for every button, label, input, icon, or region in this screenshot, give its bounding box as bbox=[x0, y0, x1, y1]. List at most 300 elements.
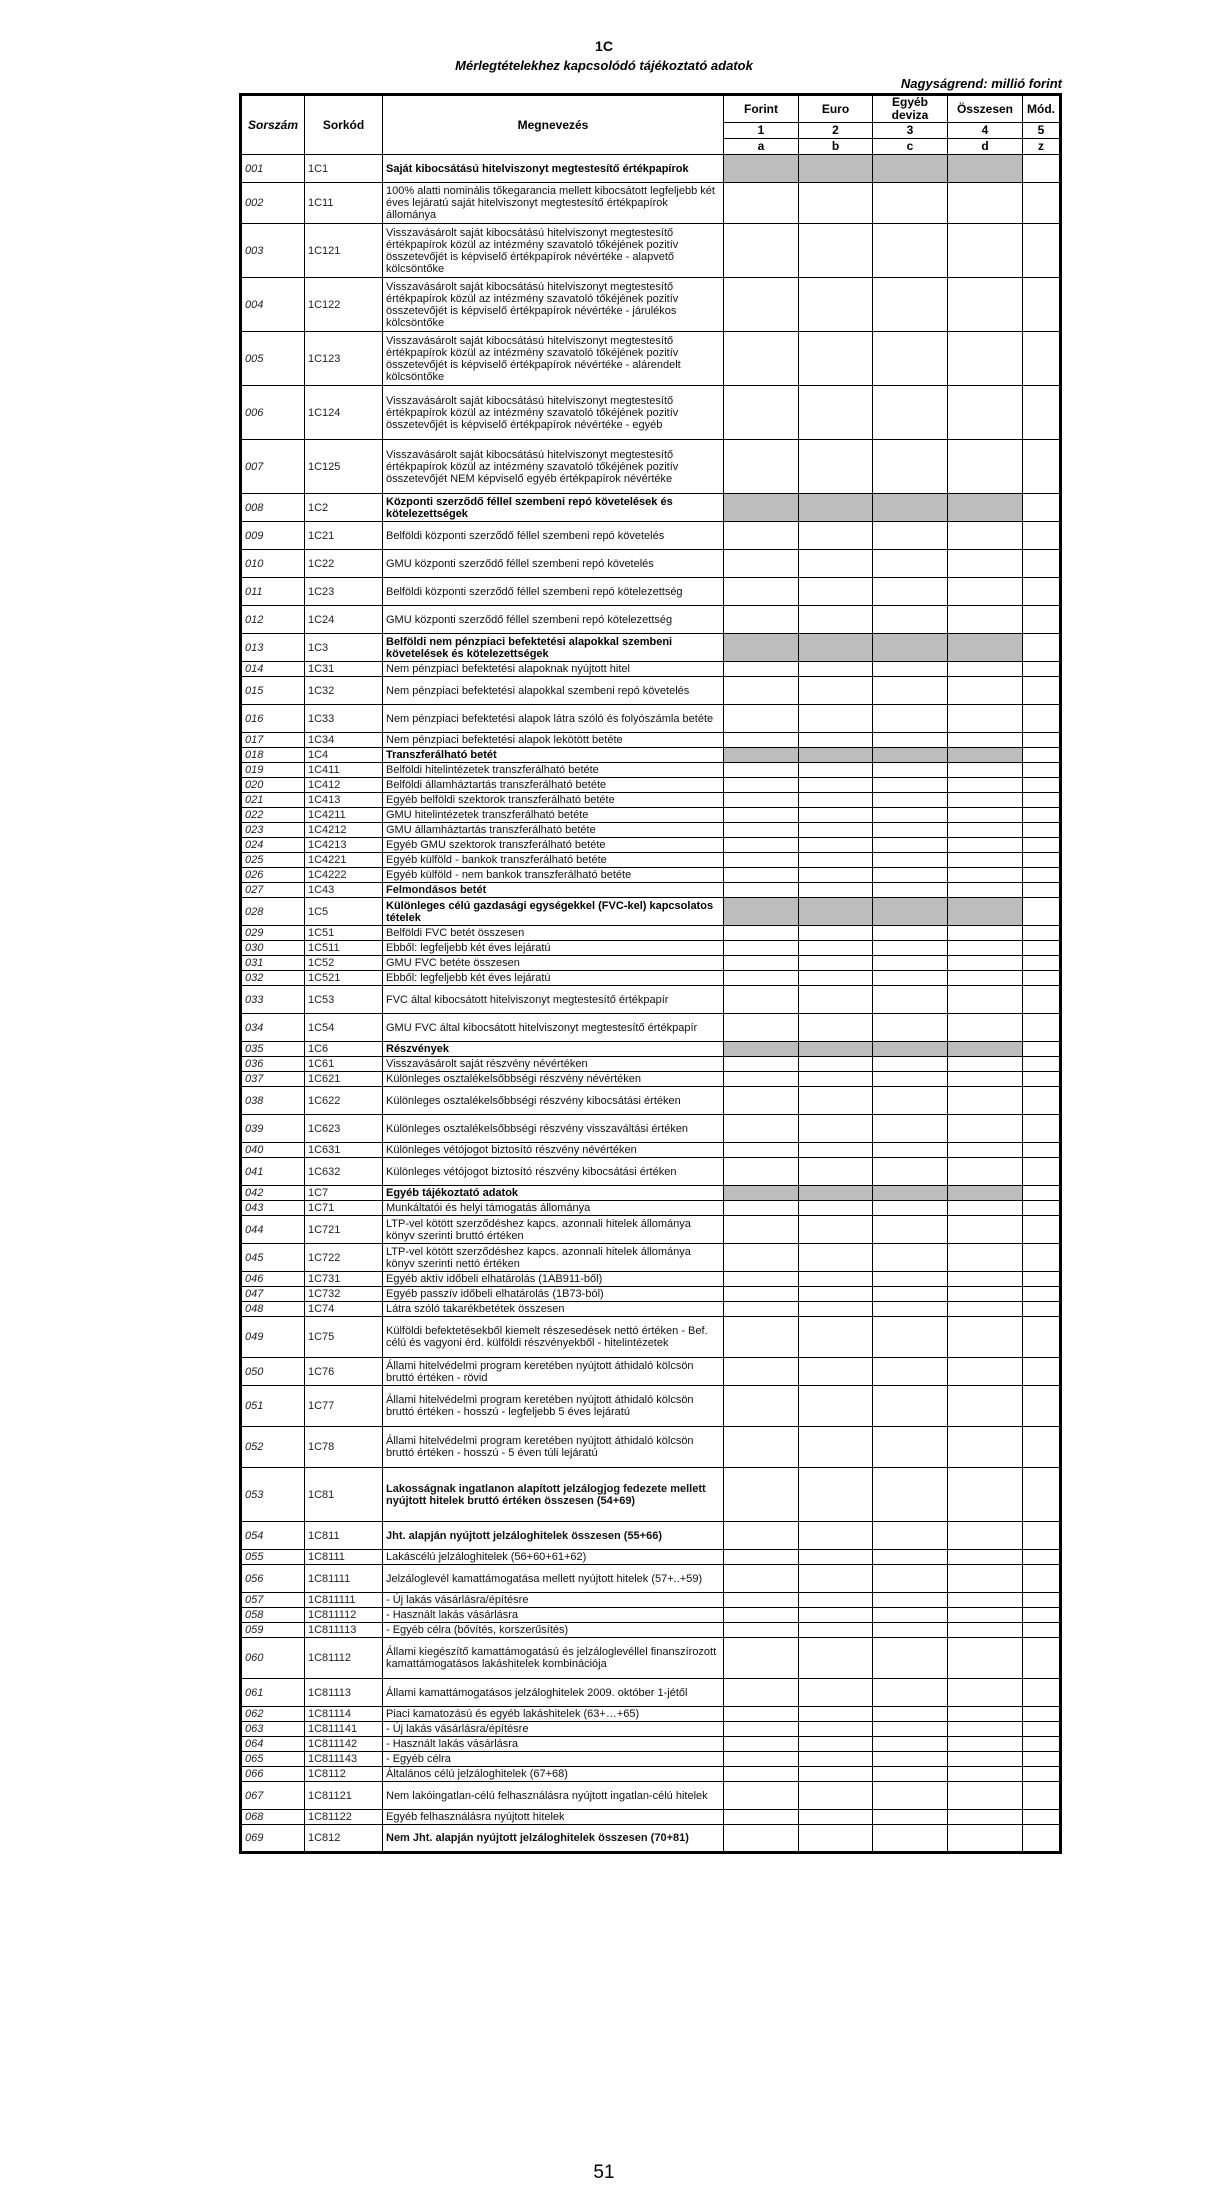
mod-cell[interactable] bbox=[1023, 1782, 1061, 1810]
value-cell-euro[interactable] bbox=[799, 440, 873, 494]
value-cell-euro[interactable] bbox=[799, 1810, 873, 1825]
mod-cell[interactable] bbox=[1023, 1679, 1061, 1707]
value-cell-forint[interactable] bbox=[724, 853, 799, 868]
value-cell-egyeb-deviza[interactable] bbox=[873, 793, 948, 808]
value-cell-forint[interactable] bbox=[724, 1608, 799, 1623]
mod-cell[interactable] bbox=[1023, 224, 1061, 278]
value-cell-osszesen[interactable] bbox=[948, 1737, 1023, 1752]
value-cell-egyeb-deviza[interactable] bbox=[873, 808, 948, 823]
value-cell-euro[interactable] bbox=[799, 522, 873, 550]
value-cell-egyeb-deviza[interactable] bbox=[873, 1158, 948, 1186]
value-cell-osszesen[interactable] bbox=[948, 1593, 1023, 1608]
mod-cell[interactable] bbox=[1023, 1201, 1061, 1216]
value-cell-egyeb-deviza[interactable] bbox=[873, 278, 948, 332]
value-cell-egyeb-deviza[interactable] bbox=[873, 1752, 948, 1767]
value-cell-egyeb-deviza[interactable] bbox=[873, 838, 948, 853]
value-cell-osszesen[interactable] bbox=[948, 926, 1023, 941]
mod-cell[interactable] bbox=[1023, 1550, 1061, 1565]
mod-cell[interactable] bbox=[1023, 1014, 1061, 1042]
value-cell-euro[interactable] bbox=[799, 883, 873, 898]
value-cell-euro[interactable] bbox=[799, 986, 873, 1014]
value-cell-egyeb-deviza[interactable] bbox=[873, 440, 948, 494]
value-cell-euro[interactable] bbox=[799, 550, 873, 578]
value-cell-forint[interactable] bbox=[724, 1014, 799, 1042]
value-cell-euro[interactable] bbox=[799, 1782, 873, 1810]
mod-cell[interactable] bbox=[1023, 941, 1061, 956]
value-cell-euro[interactable] bbox=[799, 778, 873, 793]
value-cell-osszesen[interactable] bbox=[948, 1143, 1023, 1158]
value-cell-osszesen[interactable] bbox=[948, 1158, 1023, 1186]
value-cell-egyeb-deviza[interactable] bbox=[873, 1782, 948, 1810]
mod-cell[interactable] bbox=[1023, 823, 1061, 838]
value-cell-egyeb-deviza[interactable] bbox=[873, 1014, 948, 1042]
value-cell-forint[interactable] bbox=[724, 1158, 799, 1186]
value-cell-osszesen[interactable] bbox=[948, 1014, 1023, 1042]
value-cell-forint[interactable] bbox=[724, 883, 799, 898]
mod-cell[interactable] bbox=[1023, 956, 1061, 971]
mod-cell[interactable] bbox=[1023, 662, 1061, 677]
mod-cell[interactable] bbox=[1023, 1072, 1061, 1087]
value-cell-forint[interactable] bbox=[724, 1593, 799, 1608]
value-cell-forint[interactable] bbox=[724, 1550, 799, 1565]
value-cell-forint[interactable] bbox=[724, 1767, 799, 1782]
value-cell-egyeb-deviza[interactable] bbox=[873, 705, 948, 733]
value-cell-osszesen[interactable] bbox=[948, 1752, 1023, 1767]
value-cell-forint[interactable] bbox=[724, 1638, 799, 1679]
value-cell-egyeb-deviza[interactable] bbox=[873, 1244, 948, 1272]
value-cell-forint[interactable] bbox=[724, 823, 799, 838]
value-cell-osszesen[interactable] bbox=[948, 332, 1023, 386]
value-cell-osszesen[interactable] bbox=[948, 1427, 1023, 1468]
mod-cell[interactable] bbox=[1023, 1158, 1061, 1186]
value-cell-osszesen[interactable] bbox=[948, 1565, 1023, 1593]
value-cell-forint[interactable] bbox=[724, 793, 799, 808]
value-cell-egyeb-deviza[interactable] bbox=[873, 1115, 948, 1143]
mod-cell[interactable] bbox=[1023, 1087, 1061, 1115]
value-cell-osszesen[interactable] bbox=[948, 838, 1023, 853]
value-cell-osszesen[interactable] bbox=[948, 941, 1023, 956]
value-cell-forint[interactable] bbox=[724, 224, 799, 278]
value-cell-forint[interactable] bbox=[724, 1115, 799, 1143]
mod-cell[interactable] bbox=[1023, 677, 1061, 705]
value-cell-forint[interactable] bbox=[724, 522, 799, 550]
value-cell-egyeb-deviza[interactable] bbox=[873, 853, 948, 868]
value-cell-egyeb-deviza[interactable] bbox=[873, 1638, 948, 1679]
value-cell-osszesen[interactable] bbox=[948, 1287, 1023, 1302]
value-cell-forint[interactable] bbox=[724, 550, 799, 578]
mod-cell[interactable] bbox=[1023, 1358, 1061, 1386]
value-cell-egyeb-deviza[interactable] bbox=[873, 1216, 948, 1244]
value-cell-forint[interactable] bbox=[724, 1427, 799, 1468]
value-cell-forint[interactable] bbox=[724, 183, 799, 224]
value-cell-forint[interactable] bbox=[724, 1057, 799, 1072]
value-cell-osszesen[interactable] bbox=[948, 705, 1023, 733]
value-cell-euro[interactable] bbox=[799, 1825, 873, 1853]
mod-cell[interactable] bbox=[1023, 705, 1061, 733]
value-cell-osszesen[interactable] bbox=[948, 1707, 1023, 1722]
mod-cell[interactable] bbox=[1023, 1638, 1061, 1679]
value-cell-forint[interactable] bbox=[724, 578, 799, 606]
value-cell-egyeb-deviza[interactable] bbox=[873, 522, 948, 550]
mod-cell[interactable] bbox=[1023, 808, 1061, 823]
value-cell-forint[interactable] bbox=[724, 808, 799, 823]
value-cell-forint[interactable] bbox=[724, 1782, 799, 1810]
value-cell-euro[interactable] bbox=[799, 1072, 873, 1087]
value-cell-euro[interactable] bbox=[799, 1287, 873, 1302]
mod-cell[interactable] bbox=[1023, 1623, 1061, 1638]
value-cell-forint[interactable] bbox=[724, 1722, 799, 1737]
value-cell-euro[interactable] bbox=[799, 1244, 873, 1272]
value-cell-euro[interactable] bbox=[799, 1468, 873, 1522]
value-cell-egyeb-deviza[interactable] bbox=[873, 1272, 948, 1287]
mod-cell[interactable] bbox=[1023, 634, 1061, 662]
value-cell-egyeb-deviza[interactable] bbox=[873, 971, 948, 986]
value-cell-egyeb-deviza[interactable] bbox=[873, 1565, 948, 1593]
value-cell-osszesen[interactable] bbox=[948, 440, 1023, 494]
value-cell-egyeb-deviza[interactable] bbox=[873, 1057, 948, 1072]
value-cell-euro[interactable] bbox=[799, 838, 873, 853]
value-cell-egyeb-deviza[interactable] bbox=[873, 332, 948, 386]
value-cell-forint[interactable] bbox=[724, 606, 799, 634]
value-cell-euro[interactable] bbox=[799, 1623, 873, 1638]
mod-cell[interactable] bbox=[1023, 1042, 1061, 1057]
value-cell-osszesen[interactable] bbox=[948, 522, 1023, 550]
value-cell-osszesen[interactable] bbox=[948, 1302, 1023, 1317]
value-cell-forint[interactable] bbox=[724, 1317, 799, 1358]
value-cell-euro[interactable] bbox=[799, 733, 873, 748]
mod-cell[interactable] bbox=[1023, 550, 1061, 578]
value-cell-egyeb-deviza[interactable] bbox=[873, 1386, 948, 1427]
value-cell-osszesen[interactable] bbox=[948, 1468, 1023, 1522]
mod-cell[interactable] bbox=[1023, 898, 1061, 926]
value-cell-euro[interactable] bbox=[799, 1565, 873, 1593]
value-cell-forint[interactable] bbox=[724, 1522, 799, 1550]
value-cell-forint[interactable] bbox=[724, 1087, 799, 1115]
value-cell-egyeb-deviza[interactable] bbox=[873, 606, 948, 634]
value-cell-egyeb-deviza[interactable] bbox=[873, 1358, 948, 1386]
value-cell-euro[interactable] bbox=[799, 1143, 873, 1158]
value-cell-egyeb-deviza[interactable] bbox=[873, 1767, 948, 1782]
value-cell-forint[interactable] bbox=[724, 386, 799, 440]
mod-cell[interactable] bbox=[1023, 1608, 1061, 1623]
value-cell-egyeb-deviza[interactable] bbox=[873, 1737, 948, 1752]
value-cell-euro[interactable] bbox=[799, 1593, 873, 1608]
value-cell-forint[interactable] bbox=[724, 1468, 799, 1522]
value-cell-osszesen[interactable] bbox=[948, 1358, 1023, 1386]
value-cell-osszesen[interactable] bbox=[948, 1087, 1023, 1115]
mod-cell[interactable] bbox=[1023, 1143, 1061, 1158]
value-cell-euro[interactable] bbox=[799, 677, 873, 705]
value-cell-euro[interactable] bbox=[799, 823, 873, 838]
mod-cell[interactable] bbox=[1023, 522, 1061, 550]
value-cell-forint[interactable] bbox=[724, 956, 799, 971]
value-cell-euro[interactable] bbox=[799, 578, 873, 606]
mod-cell[interactable] bbox=[1023, 748, 1061, 763]
mod-cell[interactable] bbox=[1023, 1707, 1061, 1722]
mod-cell[interactable] bbox=[1023, 853, 1061, 868]
value-cell-osszesen[interactable] bbox=[948, 793, 1023, 808]
mod-cell[interactable] bbox=[1023, 926, 1061, 941]
value-cell-forint[interactable] bbox=[724, 733, 799, 748]
value-cell-euro[interactable] bbox=[799, 1302, 873, 1317]
value-cell-euro[interactable] bbox=[799, 1522, 873, 1550]
value-cell-euro[interactable] bbox=[799, 1358, 873, 1386]
value-cell-euro[interactable] bbox=[799, 1014, 873, 1042]
value-cell-egyeb-deviza[interactable] bbox=[873, 1550, 948, 1565]
mod-cell[interactable] bbox=[1023, 1767, 1061, 1782]
value-cell-egyeb-deviza[interactable] bbox=[873, 1522, 948, 1550]
value-cell-forint[interactable] bbox=[724, 1623, 799, 1638]
value-cell-egyeb-deviza[interactable] bbox=[873, 677, 948, 705]
value-cell-forint[interactable] bbox=[724, 1358, 799, 1386]
value-cell-osszesen[interactable] bbox=[948, 224, 1023, 278]
value-cell-euro[interactable] bbox=[799, 1737, 873, 1752]
value-cell-euro[interactable] bbox=[799, 793, 873, 808]
value-cell-euro[interactable] bbox=[799, 1216, 873, 1244]
mod-cell[interactable] bbox=[1023, 1468, 1061, 1522]
value-cell-egyeb-deviza[interactable] bbox=[873, 1722, 948, 1737]
value-cell-osszesen[interactable] bbox=[948, 386, 1023, 440]
value-cell-euro[interactable] bbox=[799, 1317, 873, 1358]
value-cell-forint[interactable] bbox=[724, 1707, 799, 1722]
value-cell-osszesen[interactable] bbox=[948, 763, 1023, 778]
mod-cell[interactable] bbox=[1023, 1810, 1061, 1825]
value-cell-egyeb-deviza[interactable] bbox=[873, 1201, 948, 1216]
mod-cell[interactable] bbox=[1023, 155, 1061, 183]
value-cell-osszesen[interactable] bbox=[948, 1550, 1023, 1565]
mod-cell[interactable] bbox=[1023, 494, 1061, 522]
value-cell-forint[interactable] bbox=[724, 941, 799, 956]
value-cell-osszesen[interactable] bbox=[948, 1782, 1023, 1810]
value-cell-forint[interactable] bbox=[724, 763, 799, 778]
value-cell-euro[interactable] bbox=[799, 705, 873, 733]
value-cell-osszesen[interactable] bbox=[948, 1317, 1023, 1358]
value-cell-osszesen[interactable] bbox=[948, 733, 1023, 748]
mod-cell[interactable] bbox=[1023, 1752, 1061, 1767]
value-cell-egyeb-deviza[interactable] bbox=[873, 224, 948, 278]
mod-cell[interactable] bbox=[1023, 1287, 1061, 1302]
value-cell-euro[interactable] bbox=[799, 941, 873, 956]
value-cell-egyeb-deviza[interactable] bbox=[873, 1825, 948, 1853]
value-cell-egyeb-deviza[interactable] bbox=[873, 1072, 948, 1087]
value-cell-euro[interactable] bbox=[799, 1427, 873, 1468]
value-cell-osszesen[interactable] bbox=[948, 1057, 1023, 1072]
value-cell-forint[interactable] bbox=[724, 1752, 799, 1767]
value-cell-egyeb-deviza[interactable] bbox=[873, 1087, 948, 1115]
mod-cell[interactable] bbox=[1023, 778, 1061, 793]
value-cell-osszesen[interactable] bbox=[948, 971, 1023, 986]
value-cell-forint[interactable] bbox=[724, 278, 799, 332]
value-cell-euro[interactable] bbox=[799, 278, 873, 332]
value-cell-forint[interactable] bbox=[724, 778, 799, 793]
value-cell-forint[interactable] bbox=[724, 440, 799, 494]
mod-cell[interactable] bbox=[1023, 868, 1061, 883]
mod-cell[interactable] bbox=[1023, 440, 1061, 494]
value-cell-egyeb-deviza[interactable] bbox=[873, 733, 948, 748]
value-cell-osszesen[interactable] bbox=[948, 1638, 1023, 1679]
value-cell-egyeb-deviza[interactable] bbox=[873, 763, 948, 778]
value-cell-forint[interactable] bbox=[724, 1565, 799, 1593]
value-cell-osszesen[interactable] bbox=[948, 1216, 1023, 1244]
value-cell-egyeb-deviza[interactable] bbox=[873, 941, 948, 956]
value-cell-forint[interactable] bbox=[724, 1201, 799, 1216]
value-cell-euro[interactable] bbox=[799, 1386, 873, 1427]
value-cell-osszesen[interactable] bbox=[948, 986, 1023, 1014]
mod-cell[interactable] bbox=[1023, 763, 1061, 778]
value-cell-egyeb-deviza[interactable] bbox=[873, 386, 948, 440]
value-cell-egyeb-deviza[interactable] bbox=[873, 1287, 948, 1302]
value-cell-euro[interactable] bbox=[799, 1272, 873, 1287]
mod-cell[interactable] bbox=[1023, 1593, 1061, 1608]
value-cell-euro[interactable] bbox=[799, 1767, 873, 1782]
value-cell-forint[interactable] bbox=[724, 926, 799, 941]
mod-cell[interactable] bbox=[1023, 332, 1061, 386]
value-cell-euro[interactable] bbox=[799, 1057, 873, 1072]
value-cell-forint[interactable] bbox=[724, 332, 799, 386]
value-cell-forint[interactable] bbox=[724, 1072, 799, 1087]
value-cell-euro[interactable] bbox=[799, 1722, 873, 1737]
value-cell-osszesen[interactable] bbox=[948, 1679, 1023, 1707]
value-cell-forint[interactable] bbox=[724, 868, 799, 883]
value-cell-egyeb-deviza[interactable] bbox=[873, 1623, 948, 1638]
mod-cell[interactable] bbox=[1023, 1272, 1061, 1287]
value-cell-egyeb-deviza[interactable] bbox=[873, 1593, 948, 1608]
value-cell-forint[interactable] bbox=[724, 677, 799, 705]
value-cell-osszesen[interactable] bbox=[948, 808, 1023, 823]
mod-cell[interactable] bbox=[1023, 1317, 1061, 1358]
value-cell-osszesen[interactable] bbox=[948, 868, 1023, 883]
value-cell-egyeb-deviza[interactable] bbox=[873, 986, 948, 1014]
value-cell-egyeb-deviza[interactable] bbox=[873, 550, 948, 578]
value-cell-osszesen[interactable] bbox=[948, 278, 1023, 332]
value-cell-egyeb-deviza[interactable] bbox=[873, 662, 948, 677]
value-cell-euro[interactable] bbox=[799, 956, 873, 971]
mod-cell[interactable] bbox=[1023, 733, 1061, 748]
value-cell-euro[interactable] bbox=[799, 224, 873, 278]
mod-cell[interactable] bbox=[1023, 1522, 1061, 1550]
value-cell-forint[interactable] bbox=[724, 971, 799, 986]
value-cell-egyeb-deviza[interactable] bbox=[873, 883, 948, 898]
value-cell-osszesen[interactable] bbox=[948, 1722, 1023, 1737]
mod-cell[interactable] bbox=[1023, 1825, 1061, 1853]
value-cell-egyeb-deviza[interactable] bbox=[873, 926, 948, 941]
value-cell-osszesen[interactable] bbox=[948, 677, 1023, 705]
value-cell-egyeb-deviza[interactable] bbox=[873, 823, 948, 838]
value-cell-osszesen[interactable] bbox=[948, 823, 1023, 838]
value-cell-osszesen[interactable] bbox=[948, 1810, 1023, 1825]
value-cell-forint[interactable] bbox=[724, 1737, 799, 1752]
value-cell-forint[interactable] bbox=[724, 986, 799, 1014]
value-cell-egyeb-deviza[interactable] bbox=[873, 1302, 948, 1317]
value-cell-forint[interactable] bbox=[724, 1143, 799, 1158]
value-cell-egyeb-deviza[interactable] bbox=[873, 868, 948, 883]
value-cell-euro[interactable] bbox=[799, 1201, 873, 1216]
mod-cell[interactable] bbox=[1023, 1386, 1061, 1427]
value-cell-euro[interactable] bbox=[799, 926, 873, 941]
value-cell-euro[interactable] bbox=[799, 1752, 873, 1767]
value-cell-euro[interactable] bbox=[799, 1115, 873, 1143]
value-cell-forint[interactable] bbox=[724, 1272, 799, 1287]
value-cell-euro[interactable] bbox=[799, 1679, 873, 1707]
value-cell-forint[interactable] bbox=[724, 1302, 799, 1317]
value-cell-osszesen[interactable] bbox=[948, 956, 1023, 971]
value-cell-egyeb-deviza[interactable] bbox=[873, 778, 948, 793]
value-cell-osszesen[interactable] bbox=[948, 1623, 1023, 1638]
value-cell-osszesen[interactable] bbox=[948, 1201, 1023, 1216]
value-cell-osszesen[interactable] bbox=[948, 183, 1023, 224]
value-cell-osszesen[interactable] bbox=[948, 662, 1023, 677]
value-cell-euro[interactable] bbox=[799, 808, 873, 823]
value-cell-osszesen[interactable] bbox=[948, 778, 1023, 793]
value-cell-euro[interactable] bbox=[799, 606, 873, 634]
value-cell-euro[interactable] bbox=[799, 1608, 873, 1623]
mod-cell[interactable] bbox=[1023, 578, 1061, 606]
value-cell-osszesen[interactable] bbox=[948, 1244, 1023, 1272]
mod-cell[interactable] bbox=[1023, 986, 1061, 1014]
value-cell-euro[interactable] bbox=[799, 1087, 873, 1115]
value-cell-osszesen[interactable] bbox=[948, 883, 1023, 898]
value-cell-euro[interactable] bbox=[799, 1638, 873, 1679]
value-cell-forint[interactable] bbox=[724, 1244, 799, 1272]
value-cell-osszesen[interactable] bbox=[948, 1522, 1023, 1550]
mod-cell[interactable] bbox=[1023, 606, 1061, 634]
value-cell-forint[interactable] bbox=[724, 1216, 799, 1244]
value-cell-egyeb-deviza[interactable] bbox=[873, 1707, 948, 1722]
value-cell-euro[interactable] bbox=[799, 853, 873, 868]
value-cell-forint[interactable] bbox=[724, 1679, 799, 1707]
value-cell-forint[interactable] bbox=[724, 1810, 799, 1825]
value-cell-osszesen[interactable] bbox=[948, 853, 1023, 868]
value-cell-forint[interactable] bbox=[724, 705, 799, 733]
mod-cell[interactable] bbox=[1023, 1722, 1061, 1737]
mod-cell[interactable] bbox=[1023, 1057, 1061, 1072]
value-cell-euro[interactable] bbox=[799, 763, 873, 778]
value-cell-euro[interactable] bbox=[799, 386, 873, 440]
value-cell-egyeb-deviza[interactable] bbox=[873, 1608, 948, 1623]
value-cell-osszesen[interactable] bbox=[948, 1608, 1023, 1623]
value-cell-osszesen[interactable] bbox=[948, 1825, 1023, 1853]
value-cell-osszesen[interactable] bbox=[948, 606, 1023, 634]
value-cell-forint[interactable] bbox=[724, 1386, 799, 1427]
value-cell-egyeb-deviza[interactable] bbox=[873, 1143, 948, 1158]
value-cell-forint[interactable] bbox=[724, 1287, 799, 1302]
value-cell-euro[interactable] bbox=[799, 1550, 873, 1565]
value-cell-osszesen[interactable] bbox=[948, 1115, 1023, 1143]
value-cell-osszesen[interactable] bbox=[948, 1767, 1023, 1782]
mod-cell[interactable] bbox=[1023, 386, 1061, 440]
mod-cell[interactable] bbox=[1023, 278, 1061, 332]
value-cell-egyeb-deviza[interactable] bbox=[873, 1427, 948, 1468]
value-cell-euro[interactable] bbox=[799, 868, 873, 883]
value-cell-forint[interactable] bbox=[724, 838, 799, 853]
value-cell-osszesen[interactable] bbox=[948, 1072, 1023, 1087]
value-cell-osszesen[interactable] bbox=[948, 578, 1023, 606]
value-cell-euro[interactable] bbox=[799, 1158, 873, 1186]
value-cell-euro[interactable] bbox=[799, 662, 873, 677]
value-cell-forint[interactable] bbox=[724, 1825, 799, 1853]
value-cell-egyeb-deviza[interactable] bbox=[873, 578, 948, 606]
value-cell-osszesen[interactable] bbox=[948, 1386, 1023, 1427]
value-cell-egyeb-deviza[interactable] bbox=[873, 1468, 948, 1522]
value-cell-euro[interactable] bbox=[799, 332, 873, 386]
value-cell-egyeb-deviza[interactable] bbox=[873, 1679, 948, 1707]
value-cell-osszesen[interactable] bbox=[948, 1272, 1023, 1287]
value-cell-egyeb-deviza[interactable] bbox=[873, 956, 948, 971]
mod-cell[interactable] bbox=[1023, 1186, 1061, 1201]
mod-cell[interactable] bbox=[1023, 883, 1061, 898]
value-cell-euro[interactable] bbox=[799, 183, 873, 224]
value-cell-euro[interactable] bbox=[799, 971, 873, 986]
